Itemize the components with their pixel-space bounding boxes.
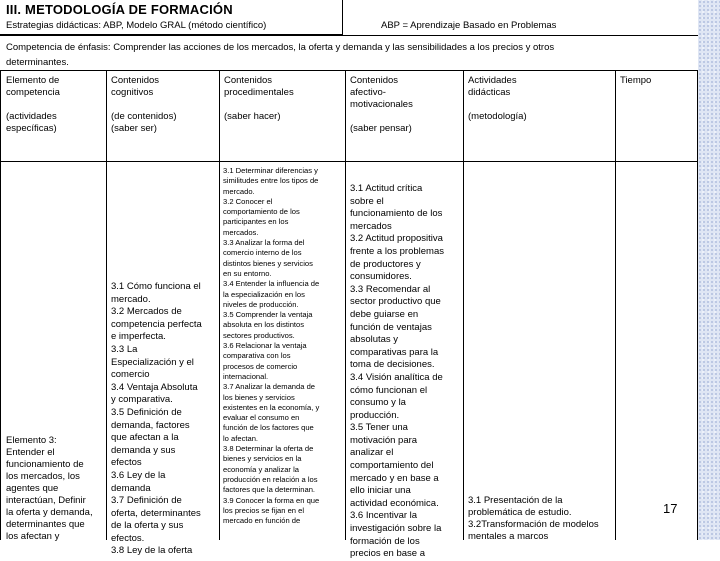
header-tiempo: Tiempo bbox=[620, 75, 652, 86]
header-procedimentales: Contenidos procedimentales bbox=[224, 75, 294, 98]
header-actividades-sub: (metodología) bbox=[468, 111, 527, 122]
header-cognitivos-sub: (de contenidos) (saber ser) bbox=[111, 111, 177, 134]
header-afectivos-sub: (saber pensar) bbox=[350, 123, 412, 134]
col-border-1 bbox=[106, 70, 107, 540]
header-afectivos: Contenidos afectivo- motivacionales bbox=[350, 75, 413, 110]
cell-afectivos: 3.1 Actitud crítica sobre el funcionamiento de los mercados 3.2 Actitud propositiva frente a los problemas de productores y consumidores. 3.3 Recomendar al sector productivo que debe guiarse en función de ventajas absolutas y comparativas para la toma de decisiones. 3.4 Visión analítica de cómo funcionan el consumo y la producción. 3.5 Tener una motivación para analizar el comportamiento del mercado y en base a ello iniciar una actividad económica. 3.6 Incentivar la investigación sobre la formación de los precios en base a bbox=[350, 183, 444, 560]
abp-note: ABP = Aprendizaje Basado en Problemas bbox=[381, 20, 557, 31]
header-procedimentales-sub: (saber hacer) bbox=[224, 111, 281, 122]
competence-statement: Competencia de énfasis: Comprender las acciones de los mercados, la oferta y demanda y las sensibilidades a los precios y otros determinantes. bbox=[6, 42, 555, 68]
decorative-side-strip bbox=[698, 0, 720, 540]
header-actividades: Actividades didácticas bbox=[468, 75, 517, 98]
cell-cognitivos: 3.1 Cómo funciona el mercado. 3.2 Mercados de competencia perfecta e imperfecta. 3.3 La Especialización y el comercio 3.4 Ventaja Absoluta y comparativa. 3.5 Definición de demanda, factores que afectan a la demanda y sus efectos 3.6 Ley de la demanda 3.7 Definición de oferta, determinantes de la oferta y sus efectos. 3.8 Ley de la oferta bbox=[111, 281, 202, 557]
title-box bbox=[0, 0, 343, 35]
page-number: 17 bbox=[663, 501, 678, 516]
header-elemento-sub: (actividades específicas) bbox=[6, 111, 57, 134]
cell-actividades: 3.1 Presentación de la problemática de estudio. 3.2Transformación de modelos mentales a marcos bbox=[468, 495, 599, 542]
col-border-3 bbox=[345, 70, 346, 540]
col-border-5 bbox=[615, 70, 616, 540]
header-rule bbox=[0, 35, 698, 36]
col-border-4 bbox=[463, 70, 464, 540]
section-title: III. METODOLOGÍA DE FORMACIÓN bbox=[6, 2, 233, 17]
header-cognitivos: Contenidos cognitivos bbox=[111, 75, 160, 98]
col-border-6 bbox=[697, 70, 698, 540]
table-top-border bbox=[0, 70, 698, 71]
col-border-0 bbox=[0, 70, 1, 540]
cell-elemento: Elemento 3: Entender el funcionamiento de los mercados, los agentes que interactúan, Definir la oferta y demanda, determinantes que los afectan y bbox=[6, 435, 93, 542]
col-border-2 bbox=[219, 70, 220, 540]
cell-procedimentales: 3.1 Determinar diferencias y similitudes entre los tipos de mercado. 3.2 Conocer el comportamiento de los participantes en los mercados. 3.3 Analizar la forma del comercio interno de los distintos bienes y servicios en su entorno. 3.4 Entender la influencia de la especialización en los niveles de producción. 3.5 Comprender la ventaja absoluta en los distintos sectores productivos. 3.6 Relacionar la ventaja comparativa con los procesos de comercio internacional. 3.7 Analizar la demanda de los bienes y servicios existentes en la economía, y evaluar el consumo en función de los factores que lo afectan. 3.8 Determinar la oferta de bienes y servicios en la economía y analizar la producción en relación a los factores que la determinan. 3.9 Conocer la forma en que los precios se fijan en el mercado en función de bbox=[223, 166, 320, 526]
header-elemento: Elemento de competencia bbox=[6, 75, 60, 98]
table-header-bottom-border bbox=[0, 161, 698, 162]
strategy-subtitle: Estrategias didácticas: ABP, Modelo GRAL (método científico) bbox=[6, 20, 267, 31]
